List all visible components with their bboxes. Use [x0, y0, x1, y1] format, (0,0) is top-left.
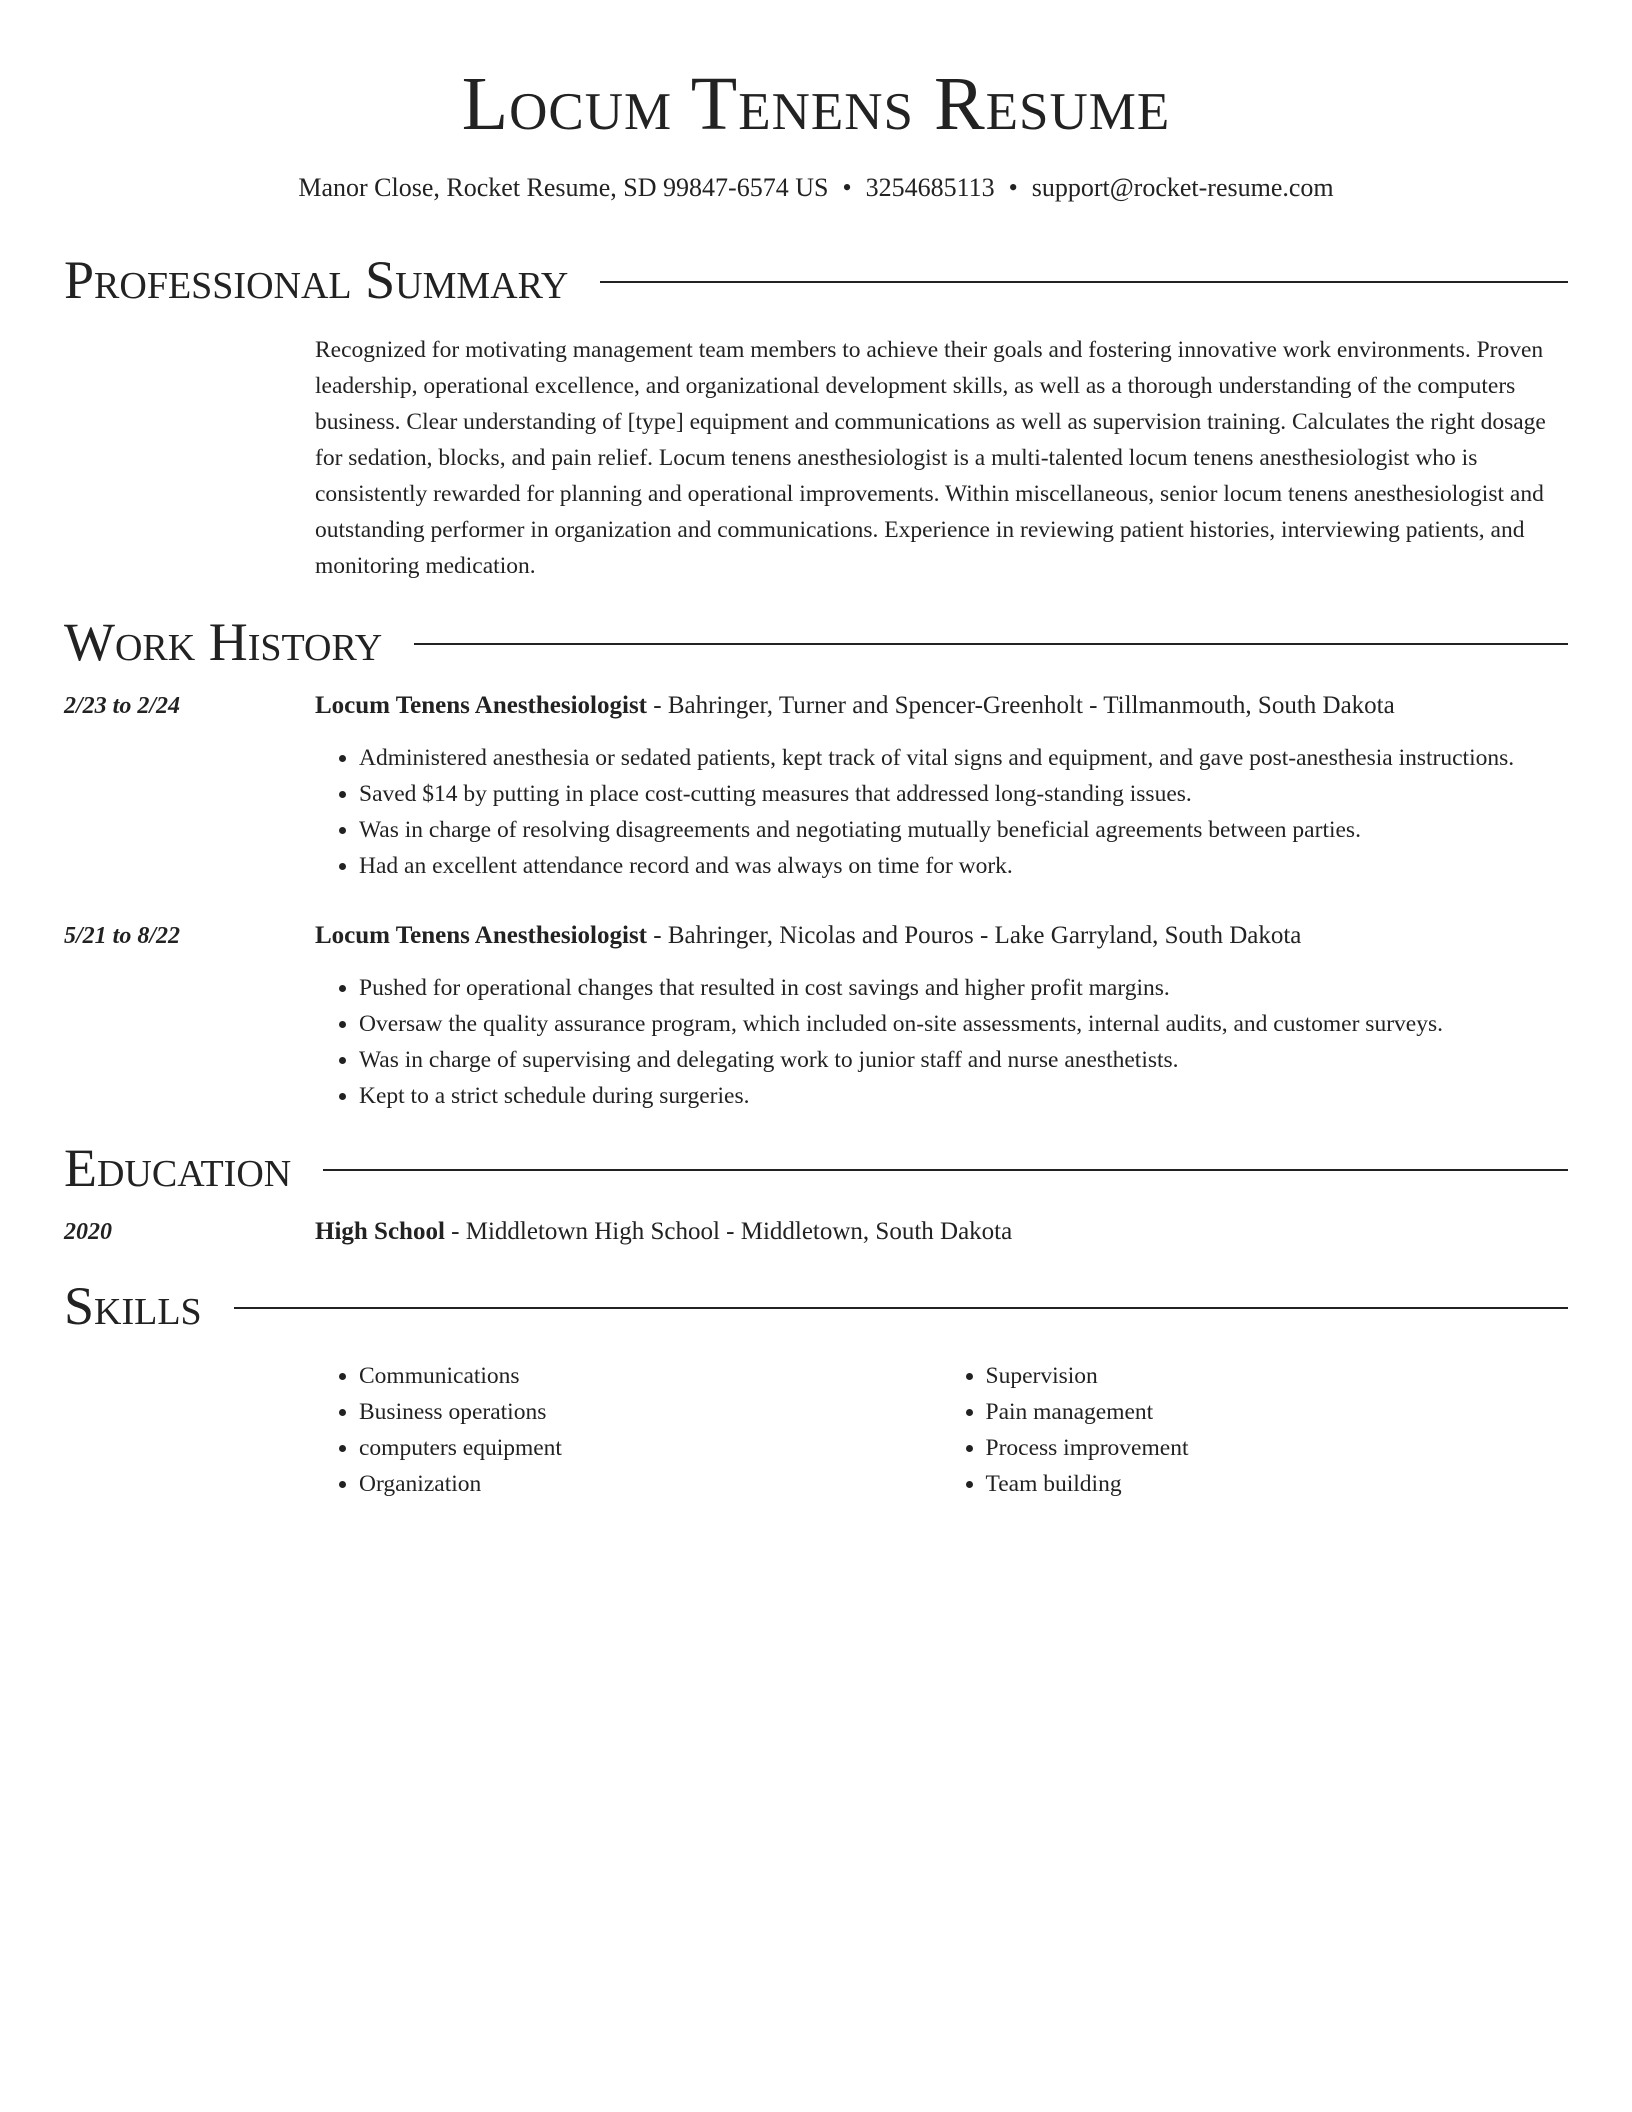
section-divider [234, 1307, 1568, 1309]
list-item: • Oversaw the quality assurance program, which included on-site assessments, internal audits, and customer surveys. [359, 1006, 1568, 1042]
summary-section-title: Professional Summary [64, 250, 569, 310]
list-item: • Saved $14 by putting in place cost-cutting measures that addressed long-standing issues. [359, 776, 1568, 812]
skill-item: • Team building [986, 1466, 1569, 1502]
education-section-title: Education [64, 1138, 292, 1198]
job-dates: 5/21 to 8/22 [64, 923, 181, 949]
skills-section-header [64, 1274, 1568, 1338]
education-body [315, 1214, 1568, 1250]
contact-line [64, 170, 1568, 206]
job-bullets [315, 970, 1568, 1114]
education-entry [64, 1214, 1568, 1250]
job-title-line [315, 918, 1568, 954]
section-divider [600, 281, 1568, 283]
summary-section-header [64, 248, 1568, 312]
contact-separator: • [842, 173, 852, 202]
list-item: • Pushed for operational changes that resulted in cost savings and higher profit margins. [359, 970, 1568, 1006]
skills-section-title: Skills [64, 1276, 202, 1336]
education-details: - Middletown High School - Middletown, South Dakota [444, 1218, 1013, 1245]
education-degree: High School [315, 1218, 445, 1245]
contact-email: support@rocket-resume.com [1031, 173, 1334, 202]
skills-column-right [942, 1358, 1569, 1502]
list-item: • Was in charge of supervising and delegating work to junior staff and nurse anesthetists. [359, 1042, 1568, 1078]
job-title-line [315, 688, 1568, 724]
skill-item: • computers equipment [359, 1430, 942, 1466]
job-dates: 2/23 to 2/24 [64, 693, 181, 719]
resume-name: Locum Tenens Resume [461, 62, 1171, 146]
skill-item: • Process improvement [986, 1430, 1569, 1466]
summary-text: Recognized for motivating management team members to achieve their goals and fostering innovative work environments. Proven leadership, operational excellence, and organizational development skills, as well as a thorough understanding of the computers business. Clear understanding of [type] equipment and communications as well as supervision training. Calculates the right dosage for sedation, blocks, and pain relief. Locum tenens anesthesiologist is a multi-talented locum tenens anesthesiologist who is consistently rewarded for planning and operational improvements. Within miscellaneous, senior locum tenens anesthesiologist and outstanding performer in organization and communications. Experience in reviewing patient histories, interviewing patients, and monitoring medication. [315, 337, 1546, 579]
contact-address: Manor Close, Rocket Resume, SD 99847-6574 US [298, 173, 829, 202]
job-body [315, 918, 1568, 1114]
list-item: • Administered anesthesia or sedated patients, kept track of vital signs and equipment, and gave post-anesthesia instructions. [359, 740, 1568, 776]
skill-item: • Communications [359, 1358, 942, 1394]
list-item: • Kept to a strict schedule during surgeries. [359, 1078, 1568, 1114]
work-section-title: Work History [64, 612, 383, 672]
job-role: Locum Tenens Anesthesiologist [315, 692, 648, 719]
list-item: • Was in charge of resolving disagreements and negotiating mutually beneficial agreements between parties. [359, 812, 1568, 848]
job-details: - Bahringer, Nicolas and Pouros - Lake Garryland, South Dakota [647, 922, 1302, 949]
education-year: 2020 [64, 1219, 112, 1245]
skill-item: • Supervision [986, 1358, 1569, 1394]
skill-item: • Organization [359, 1466, 942, 1502]
skill-item: • Business operations [359, 1394, 942, 1430]
education-title-line [315, 1214, 1568, 1250]
job-details: - Bahringer, Turner and Spencer-Greenholt - Tillmanmouth, South Dakota [647, 692, 1395, 719]
job-entry [64, 688, 1568, 884]
education-section-header [64, 1136, 1568, 1200]
contact-separator: • [1008, 173, 1018, 202]
section-divider [323, 1169, 1568, 1171]
job-role: Locum Tenens Anesthesiologist [315, 922, 648, 949]
list-item: • Had an excellent attendance record and was always on time for work. [359, 848, 1568, 884]
skills-list [315, 1358, 1568, 1502]
resume-page [64, 0, 1568, 1502]
job-bullets [315, 740, 1568, 884]
section-divider [414, 643, 1568, 645]
work-section-header [64, 610, 1568, 674]
contact-phone: 3254685113 [865, 173, 995, 202]
job-entry [64, 918, 1568, 1114]
skills-column-left [315, 1358, 942, 1502]
skill-item: • Pain management [986, 1394, 1569, 1430]
job-body [315, 688, 1568, 884]
